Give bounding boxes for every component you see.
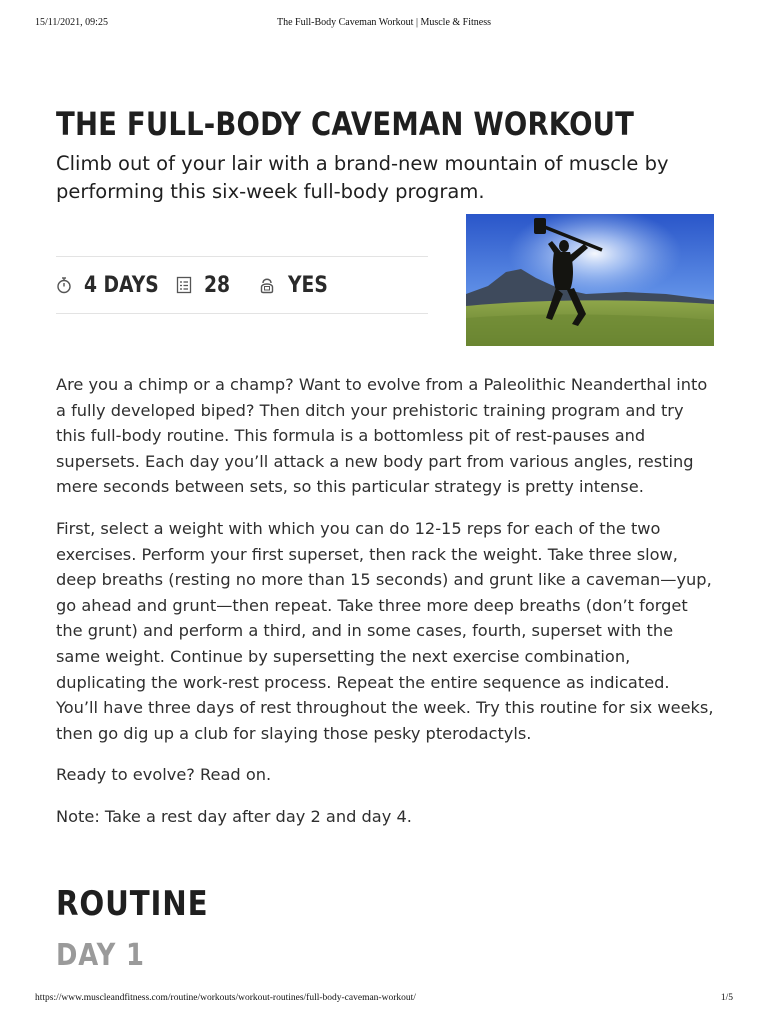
checklist-icon: [176, 276, 192, 294]
print-page-title: The Full-Body Caveman Workout | Muscle & Fitness: [276, 17, 492, 28]
workout-stats: [56, 256, 428, 314]
caveman-silhouette-image: [466, 214, 714, 346]
print-footer: [0, 993, 768, 1007]
kettlebell-icon: [258, 276, 276, 294]
body-paragraph: Are you a chimp or a champ? Want to evolve from a Paleolithic Neanderthal into a fully developed biped? Then ditch your prehistoric training program and try this full-body routine. This formula is a bottomless pit of rest-pauses and supersets. Each day you’ll attack a new body part from various angles, resting mere seconds between sets, so this particular strategy is pretty intense.: [56, 375, 708, 497]
stat-exercises-value: 28: [204, 272, 231, 298]
hero-image: [466, 214, 714, 346]
print-page-number: 1/5: [720, 993, 733, 1003]
body-paragraph: First, select a weight with which you can do 12-15 reps for each of the two exercises. Perform your first superset, then rack the weight. Take three slow, deep breaths (resting no more than 15 seconds) and grunt like a caveman—yup, go ahead and grunt—then repeat. Take three more deep breaths (don’t forget the grunt) and perform a third, and in some cases, fourth, superset with the same weight. Continue by supersetting the next exercise combination, duplicating the work-rest process. Repeat the entire sequence as indicated. You’ll have three days of rest throughout the week. Try this routine for six weeks, then go dig up a club for slaying those pesky pterodactyls.: [56, 518, 714, 743]
stat-equipment: [258, 257, 335, 313]
print-header: [0, 17, 768, 31]
article-headline: THE FULL-BODY CAVEMAN WORKOUT: [56, 105, 635, 143]
print-url: https://www.muscleandfitness.com/routine/workouts/workout-routines/full-body-caveman-workout/: [35, 993, 416, 1003]
routine-heading: ROUTINE: [56, 884, 209, 924]
stat-exercises: [176, 257, 235, 313]
print-date: 15/11/2021, 09:25: [35, 17, 108, 28]
body-paragraph: Note: Take a rest day after day 2 and day 4.: [56, 806, 412, 826]
article-dek: Climb out of your lair with a brand-new mountain of muscle by performing this six-week full-body program.: [56, 152, 669, 203]
stat-duration: [56, 257, 172, 313]
article-body: [56, 372, 716, 846]
stopwatch-icon: [56, 276, 72, 294]
body-paragraph: Ready to evolve? Read on.: [56, 765, 272, 785]
stat-equipment-value: YES: [288, 272, 328, 298]
day-heading: DAY 1: [56, 938, 145, 973]
stat-duration-value: 4 DAYS: [84, 272, 159, 298]
